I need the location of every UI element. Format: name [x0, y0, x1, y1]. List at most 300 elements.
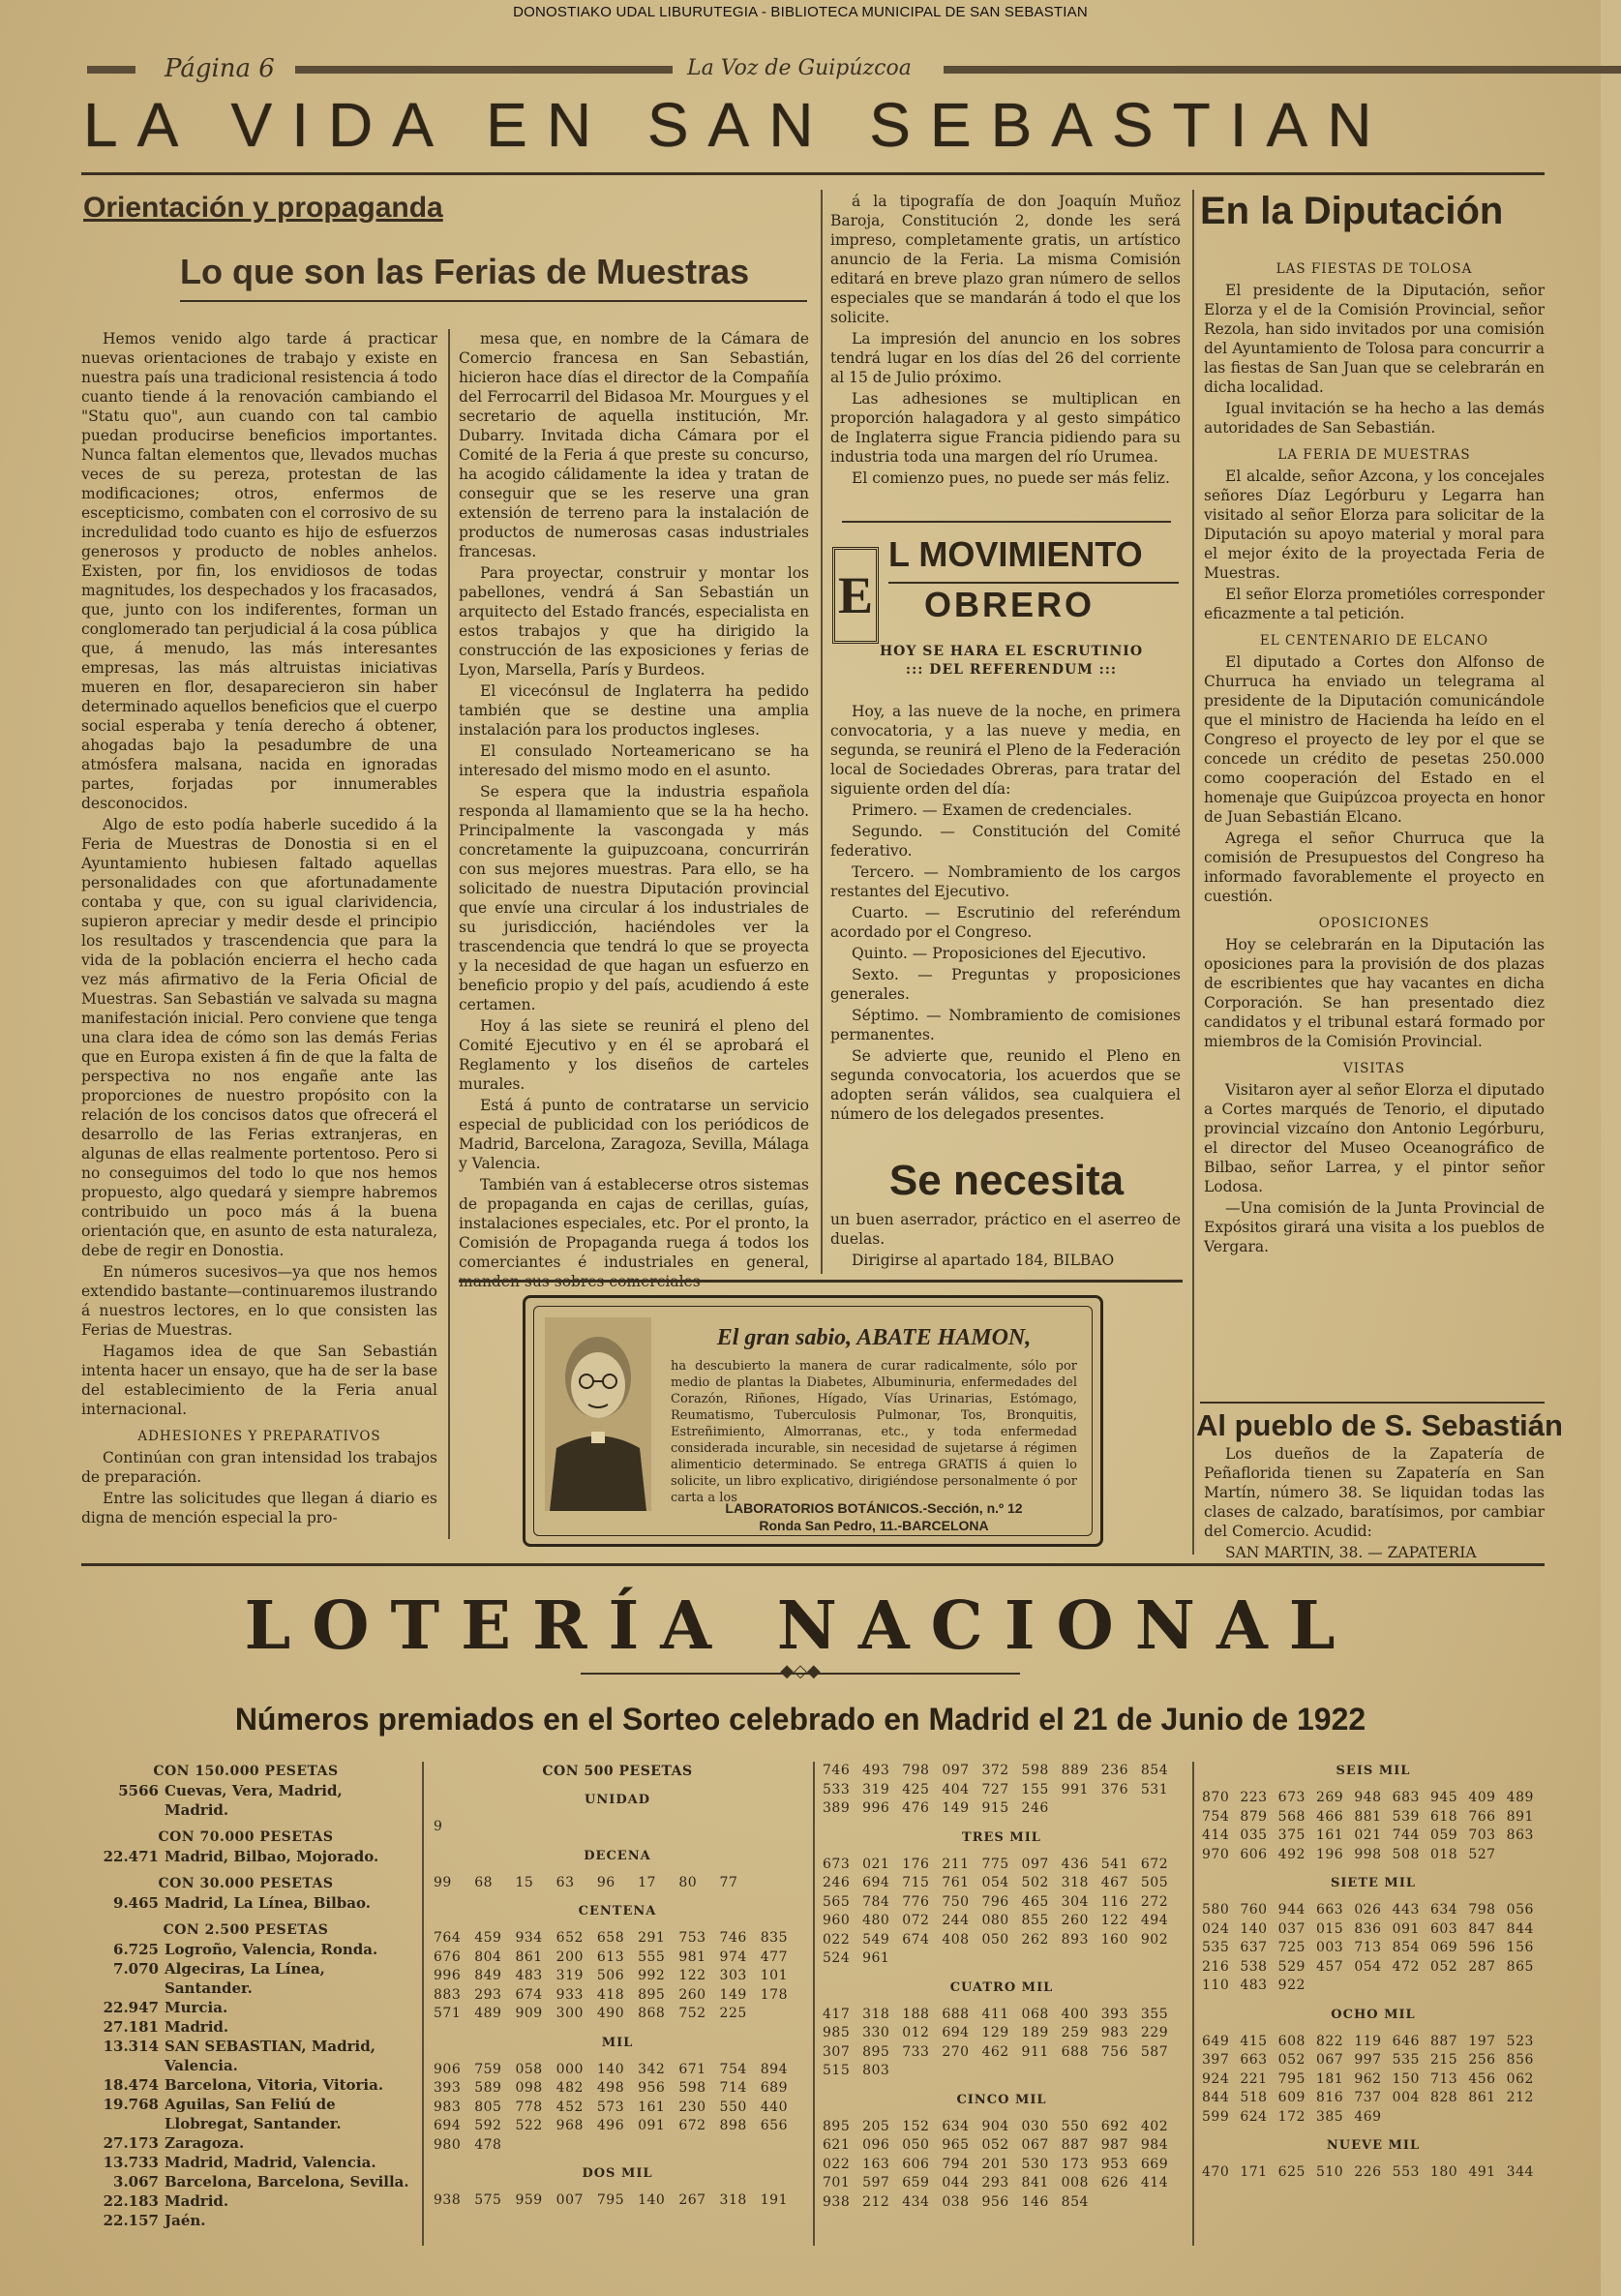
winning-number: 922 — [1277, 1978, 1306, 1993]
prize-places: Zaragoza. — [165, 2134, 245, 2152]
winning-number: 000 — [555, 2061, 584, 2077]
winning-number: 155 — [1021, 1781, 1049, 1798]
prize-places: Madrid. — [165, 2018, 229, 2036]
winning-number: 012 — [902, 2025, 930, 2040]
agenda-item: Cuarto. — Escrutinio del referéndum acordado por el Congreso. — [830, 904, 1181, 941]
paper-name: La Voz de Guipúzcoa — [687, 56, 912, 80]
movimiento-body — [830, 702, 1181, 1157]
winning-number: 021 — [1354, 1828, 1382, 1843]
prize-number: 13.733 — [103, 2154, 159, 2171]
winning-number: 956 — [981, 2193, 1009, 2210]
winning-number: 531 — [1140, 1781, 1169, 1798]
lottery-col-3 — [823, 1762, 1181, 2212]
pueblo-body — [1204, 1444, 1545, 1561]
number-group-heading: OCHO MIL — [1331, 2007, 1416, 2022]
winning-number: 062 — [1506, 2070, 1534, 2087]
winning-number: 646 — [1392, 2033, 1420, 2049]
diputacion-paragraph: El alcalde, señor Azcona, y los concejales señores Díaz Legórburu y Legarra han visitado al señor Elorza para solicitar de la Diputación su apoyo material y moral para el mejor éxito de la proyectada Feria de Muestras. — [1204, 468, 1545, 582]
number-group-heading: UNIDAD — [585, 1793, 650, 1807]
winning-number: 727 — [981, 1781, 1009, 1798]
diputacion-subhead: LAS FIESTAS DE TOLOSA — [1276, 261, 1473, 277]
prize-places: Barcelona, Barcelona, Sevilla. — [165, 2173, 409, 2190]
diputacion-paragraph: Igual invitación se ha hecho a las demás autoridades de San Sebastián. — [1204, 400, 1545, 437]
article-paragraph: á la tipografía de don Joaquín Muñoz Baroja, Constitución 2, donde les será impreso, completamente gratis, un artístico anuncio de la Feria. La misma Comisión editará en breve plazo gran número de sellos especiales que se mandarán á todo el que los solicite. — [830, 193, 1181, 326]
lottery-divider-2 — [813, 1762, 815, 2246]
winning-number: 342 — [638, 2061, 666, 2077]
winning-number: 692 — [1100, 2118, 1128, 2134]
number-group-heading: MIL — [601, 2035, 634, 2050]
prize-row — [81, 2172, 410, 2191]
diputacion-paragraph: El diputado a Cortes don Alfonso de Churruca ha enviado un telegrama al presidente de la Diputación comunicándole que el ministro de Hacienda ha leído en el Congreso el proyecto de ley por el que se concede un crédito de pesetas 250.000 como cooperación del Estado en el homenaje que Guipúzcoa proyecta en honor de Juan Sebastián Elcano. — [1204, 653, 1545, 826]
winning-number: 580 — [1202, 1902, 1230, 1918]
winning-number: 270 — [942, 2043, 970, 2060]
winning-number: 122 — [1100, 1913, 1128, 1928]
winning-number: 149 — [942, 1800, 970, 1816]
winning-number: 828 — [1429, 2090, 1458, 2105]
winning-number: 211 — [942, 1856, 970, 1872]
number-group-heading: CENTENA — [578, 1904, 657, 1918]
winning-number: 944 — [1277, 1902, 1306, 1918]
number-grid — [434, 1874, 801, 1893]
prize-number: 22.471 — [103, 1848, 159, 1865]
winning-number: 508 — [1392, 1846, 1420, 1862]
winning-number: 097 — [1021, 1856, 1049, 1872]
prize-row — [81, 1940, 410, 1959]
winning-number: 482 — [555, 2080, 584, 2096]
winning-number: 056 — [1506, 1902, 1534, 1918]
ad-title: El gran sabio, ABATE HAMON, — [716, 1325, 1032, 1350]
col-divider-1 — [448, 329, 450, 1539]
winning-number: 492 — [1277, 1846, 1306, 1862]
winning-number: 997 — [1354, 2052, 1382, 2068]
winning-number: 161 — [638, 2099, 666, 2115]
winning-number: 592 — [474, 2118, 502, 2133]
winning-number: 287 — [1468, 1958, 1496, 1975]
winning-number: 613 — [596, 1949, 625, 1965]
number-grid — [434, 2191, 801, 2211]
winning-number: 970 — [1202, 1846, 1230, 1862]
winning-number: 418 — [596, 1986, 625, 2003]
agenda-item: Séptimo. — Nombramiento de comisiones permanentes. — [830, 1007, 1181, 1043]
winning-number: 044 — [942, 2175, 970, 2190]
diputacion-subhead: EL CENTENARIO DE ELCANO — [1259, 633, 1489, 649]
winning-number: 895 — [862, 2043, 890, 2060]
winning-number: 99 — [434, 1874, 452, 1890]
winning-number: 96 — [596, 1874, 615, 1890]
number-grid — [823, 2006, 1181, 2081]
winning-number: 754 — [1202, 1808, 1230, 1825]
winning-number: 756 — [1100, 2043, 1128, 2060]
article-paragraph: El comienzo pues, no puede ser más feliz. — [852, 469, 1170, 487]
winning-number: 753 — [678, 1930, 706, 1946]
winning-number: 844 — [1506, 1920, 1534, 1937]
article-paragraph: El vicecónsul de Inglaterra ha pedido también que se destine una amplia instalación para los productos ingleses. — [459, 682, 809, 739]
prize-places: Algeciras, La Línea, Santander. — [165, 1960, 325, 1997]
movimiento-intro: Hoy, a las nueve de la noche, en primera convocatoria, y a las nueve y media, en segunda, se reunirá el Pleno de la Federación local de Sociedades Obreras, para tratar del siguiente orden del día: — [830, 703, 1181, 798]
winning-number: 752 — [678, 2006, 706, 2021]
winning-number: 091 — [1392, 1920, 1420, 1937]
winning-number: 778 — [515, 2099, 543, 2115]
winning-number: 478 — [474, 2136, 502, 2153]
winning-number: 621 — [823, 2137, 851, 2153]
article-paragraph: La impresión del anuncio en los sobres tendrá lugar en los días del 26 del corriente al 15 de Julio próximo. — [830, 330, 1181, 386]
winning-number: 172 — [1277, 2108, 1306, 2125]
page-number: Página 6 — [165, 54, 275, 83]
se-necesita-title: Se necesita — [888, 1157, 1125, 1204]
prize-number: 22.947 — [103, 1999, 159, 2016]
winning-number: 529 — [1277, 1958, 1306, 1975]
winning-number: 904 — [981, 2118, 1009, 2134]
winning-number: 805 — [474, 2099, 502, 2115]
winning-number: 598 — [678, 2080, 706, 2096]
agenda-item: Quinto. — Proposiciones del Ejecutivo. — [852, 945, 1147, 962]
number-grid — [1202, 1789, 1545, 1864]
winning-number: 962 — [1354, 2070, 1382, 2087]
winning-number: 606 — [1240, 1846, 1268, 1862]
winning-number: 608 — [1277, 2033, 1306, 2049]
winning-number: 701 — [823, 2175, 851, 2190]
winning-number: 974 — [719, 1949, 747, 1965]
winning-number: 625 — [1277, 2164, 1306, 2180]
winning-number: 024 — [1202, 1920, 1230, 1937]
winning-number: 205 — [862, 2118, 890, 2134]
winning-number: 443 — [1392, 1902, 1420, 1918]
winning-number: 68 — [474, 1874, 494, 1890]
lottery-divider-1 — [422, 1762, 424, 2246]
winning-number: 750 — [942, 1893, 970, 1910]
winning-number: 072 — [902, 1913, 930, 1928]
winning-number: 17 — [638, 1874, 656, 1890]
winning-number: 256 — [1468, 2052, 1496, 2068]
prize-places: Madrid, La Línea, Bilbao. — [165, 1894, 371, 1912]
lottery-col-2 — [434, 1762, 801, 2211]
movimiento-rule — [888, 582, 1179, 584]
number-grid — [823, 1762, 1181, 1819]
prize-places: Jaén. — [165, 2212, 206, 2229]
winning-number: 054 — [1354, 1958, 1382, 1975]
winning-number: 110 — [1202, 1978, 1230, 1993]
winning-number: 054 — [981, 1875, 1009, 1890]
winning-number: 122 — [678, 1968, 706, 1983]
prize-row — [81, 2017, 410, 2037]
winning-number: 414 — [1140, 2175, 1169, 2190]
winning-number: 402 — [1140, 2118, 1169, 2134]
winning-number: 796 — [981, 1893, 1009, 1910]
prize-places: Aguilas, San Feliú de Llobregat, Santander. — [165, 2096, 342, 2132]
winning-number: 467 — [1100, 1875, 1128, 1890]
number-group-heading: CUATRO MIL — [949, 1979, 1054, 1995]
winning-number: 160 — [1100, 1931, 1128, 1948]
article-paragraph: mesa que, en nombre de la Cámara de Comercio francesa en San Sebastián, hicieron hace días el director de la Compañía del Ferrocarril del Bidasoa Mr. Mourgues y el secretario de aquella institución, Mr. Dubarry. Invitada dicha Cámara por el Comité de la Feria á que preste su concurso, ha acogido cálidamente la idea y tratan de conseguir que se les reserve una gran extensión de terreno para la instalación de productos de numerosas casas industriales francesas. — [459, 330, 809, 560]
winning-number: 798 — [902, 1763, 930, 1778]
winning-number: 098 — [515, 2080, 543, 2096]
winning-number: 909 — [515, 2006, 543, 2021]
winning-number: 318 — [862, 2006, 890, 2022]
col-divider-3 — [1192, 190, 1194, 1555]
winning-number: 587 — [1140, 2043, 1169, 2060]
prize-number: 19.768 — [103, 2096, 159, 2113]
winning-number: 096 — [862, 2137, 890, 2153]
diputacion-subhead: OPOSICIONES — [1318, 916, 1430, 931]
archive-source-note: DONOSTIAKO UDAL LIBURUTEGIA - BIBLIOTECA MUNICIPAL DE SAN SEBASTIAN — [513, 4, 1088, 20]
winning-number: 262 — [1021, 1931, 1049, 1948]
winning-number: 260 — [678, 1986, 706, 2003]
winning-number: 549 — [862, 1931, 890, 1948]
article-paragraph: Se espera que la industria española responda al llamamiento que se la ha hecho. Principalmente la vascongada y más concretamente la guipuzcoana, concurrirán con sus mejores muestras. Para ello, se ha solicitado de nuestra Diputación provincial que envíe una circular á los industriales de su jurisdicción, haciéndoles ver la trascendencia que tendrá lo que se proyecta y la necesidad de que hagan un esfuerzo en beneficio propio y del país, acudiendo á este certamen. — [459, 783, 809, 1013]
winning-number: 465 — [1021, 1893, 1049, 1910]
spacer — [81, 1913, 410, 1920]
winning-number: 669 — [1140, 2156, 1169, 2172]
winning-number: 015 — [1315, 1920, 1344, 1937]
winning-number: 050 — [981, 1931, 1009, 1948]
prize-number: 22.157 — [103, 2212, 159, 2229]
winning-number: 022 — [823, 2156, 851, 2172]
winning-number: 599 — [1202, 2108, 1230, 2125]
article-paragraph: Hagamos idea de que San Sebastián intenta hacer un ensayo, que ha de ser la base del establecimiento de la Feria anual internacional. — [81, 1343, 437, 1418]
winning-number: 496 — [596, 2118, 625, 2133]
winning-number: 462 — [981, 2043, 1009, 2060]
winning-number: 959 — [515, 2192, 543, 2208]
abate-portrait-image — [545, 1317, 651, 1511]
winning-number: 030 — [1021, 2118, 1049, 2134]
prize-row — [81, 1893, 410, 1913]
winning-number: 052 — [1429, 1958, 1458, 1975]
pueblo-rule — [1200, 1402, 1545, 1404]
winning-number: 318 — [1061, 1875, 1089, 1890]
winning-number: 945 — [1429, 1790, 1458, 1805]
winning-number: 870 — [1202, 1790, 1230, 1805]
ad-abate-hamon — [523, 1295, 1103, 1547]
winning-number: 052 — [981, 2137, 1009, 2153]
winning-number: 440 — [760, 2099, 788, 2115]
winning-number: 766 — [1468, 1808, 1496, 1825]
winning-number: 63 — [555, 1874, 575, 1890]
winning-number: 906 — [434, 2061, 462, 2077]
winning-number: 15 — [515, 1874, 534, 1890]
winning-number: 409 — [1468, 1790, 1496, 1805]
prize-number: 6.725 — [113, 1941, 159, 1958]
winning-number: 659 — [902, 2175, 930, 2190]
rule-mid-left — [295, 66, 673, 74]
winning-number: 715 — [902, 1875, 930, 1890]
prize-places: Barcelona, Vitoria, Vitoria. — [165, 2076, 384, 2094]
winning-number: 550 — [1061, 2118, 1089, 2134]
diputacion-paragraph: El presidente de la Diputación, señor Elorza y el de la Comisión Provincial, señor Rezola, han sido invitados por una comisión del Ayuntamiento de Tolosa para concurrir a las fiestas de San Juan que se celebrarán en dicha localidad. — [1204, 282, 1545, 396]
winning-number: 634 — [942, 2118, 970, 2134]
winning-number: 991 — [1061, 1781, 1089, 1798]
number-group-heading: CINCO MIL — [956, 2092, 1047, 2107]
prize-places: Murcia. — [165, 1999, 228, 2016]
prize-places: Madrid, Madrid, Valencia. — [165, 2154, 376, 2171]
winning-number: 059 — [1429, 1828, 1458, 1843]
spacer — [81, 2230, 410, 2238]
winning-number: 291 — [638, 1930, 666, 1946]
winning-number: 490 — [596, 2006, 625, 2021]
pueblo-text: Los dueños de la Zapatería de Peñaflorida tienen su Zapatería en San Martín, número 38. Se liquidan todas las clases de calzado, baratísimos, por cambiar del Comercio. Acudid: — [1204, 1445, 1545, 1540]
prize-places: Logroño, Valencia, Ronda. — [165, 1941, 378, 1958]
winning-number: 480 — [862, 1913, 890, 1928]
winning-number: 300 — [555, 2006, 584, 2021]
movimiento-subhead — [842, 643, 1181, 680]
winning-number: 938 — [823, 2193, 851, 2210]
winning-number: 494 — [1140, 1913, 1169, 1928]
prize-row — [81, 2095, 410, 2133]
section-rule-movimiento — [842, 521, 1171, 523]
winning-number: 674 — [902, 1931, 930, 1948]
prize-tier-heading: CON 30.000 PESETAS — [158, 1876, 334, 1891]
prize-row — [81, 2153, 410, 2172]
diputacion-subhead: VISITAS — [1343, 1061, 1405, 1076]
winning-number: 968 — [555, 2118, 584, 2133]
number-grid — [434, 1929, 801, 2024]
winning-number: 067 — [1315, 2052, 1344, 2068]
ad-footer — [671, 1499, 1077, 1534]
running-head — [87, 56, 1539, 81]
rule-right — [944, 66, 1621, 74]
winning-number: 703 — [1468, 1828, 1496, 1843]
winning-number: 004 — [1392, 2090, 1420, 2105]
winning-number: 152 — [902, 2118, 930, 2134]
winning-number: 938 — [434, 2192, 462, 2208]
winning-number: 477 — [760, 1949, 788, 1965]
winning-number: 960 — [823, 1913, 851, 1928]
winning-number: 881 — [1354, 1808, 1382, 1825]
article-paragraph: Para proyectar, construir y montar los pabellones, vendrá á San Sebastián un arquitecto del Estado francés, especialista en estos trabajos y que ha dirigido la construcción de las exposiciones y ferias de Lyon, Marsella, París y Burdeos. — [459, 564, 809, 679]
winning-number: 505 — [1140, 1875, 1169, 1890]
winning-number: 181 — [1315, 2070, 1344, 2087]
winning-number: 470 — [1202, 2164, 1230, 2180]
winning-number: 822 — [1315, 2033, 1344, 2049]
agenda-item: Tercero. — Nombramiento de los cargos restantes del Ejecutivo. — [830, 863, 1181, 900]
winning-number: 535 — [1392, 2052, 1420, 2068]
winning-number: 624 — [1240, 2108, 1268, 2125]
winning-number: 244 — [942, 1913, 970, 1928]
winning-number: 436 — [1061, 1856, 1089, 1872]
winning-number: 626 — [1100, 2175, 1128, 2190]
winning-number: 201 — [981, 2156, 1009, 2172]
winning-number: 307 — [823, 2043, 851, 2060]
winning-number: 714 — [719, 2080, 747, 2096]
article-paragraph: En números sucesivos—ya que nos hemos extendido bastante—continuaremos ilustrando á nuestros lectores, en lo que consisten las Ferias de Muestras. — [81, 1263, 437, 1339]
winning-number: 156 — [1506, 1940, 1534, 1955]
winning-number: 225 — [719, 2006, 747, 2021]
number-group-heading: NUEVE MIL — [1326, 2138, 1421, 2153]
winning-number: 068 — [1021, 2006, 1049, 2022]
winning-number: 863 — [1506, 1828, 1534, 1843]
agenda-item: Sexto. — Preguntas y proposiciones generales. — [830, 966, 1181, 1003]
winning-number: 372 — [981, 1763, 1009, 1778]
winning-number: 893 — [1061, 1931, 1089, 1948]
winning-number: 067 — [1021, 2137, 1049, 2153]
winning-number: 459 — [474, 1930, 502, 1946]
col-divider-2 — [821, 190, 823, 1274]
winning-number: 746 — [823, 1763, 851, 1778]
winning-number: 688 — [1061, 2043, 1089, 2060]
winning-number: 676 — [434, 1949, 462, 1965]
winning-number: 841 — [1021, 2175, 1049, 2190]
winning-number: 844 — [1202, 2090, 1230, 2105]
winning-number: 163 — [862, 2156, 890, 2172]
winning-number: 434 — [902, 2193, 930, 2210]
prize-row — [81, 1998, 410, 2017]
winning-number: 898 — [719, 2118, 747, 2133]
winning-number: 400 — [1061, 2006, 1089, 2022]
article-paragraph: Hemos venido algo tarde á practicar nuevas orientaciones de trabajo y existe en nuestra país una tradicional resistencia á todo cuanto tiende á la renovación cambiando el "Statu quo", aun cuando con tal cambio puedan producirse beneficios importantes. Nunca faltan elementos que, llevados muchas veces de su pereza, protestan de las modificaciones; otros, enfermos de escepticismo, combaten con el corrosivo de su incredulidad todo cuanto es hijo de esfuerzos generosos y producto de nobles anhelos. Existen, por fin, los envidiosos de todas magnitudes, los despechados y los fracasados, que, junto con los indiferentes, forman un conglomerado tan perjudicial á la cosa pública que, á menudo, las más interesantes empresas, las más altruistas iniciativas mueren en flor, desaparecieron sin haber determinado aquellos beneficios que el cuerpo social esperaba y tenía derecho á obtener, ahogadas bajo la pesadumbre de una atmósfera malsana, nacida en ignoradas partes, forjadas por innumerables desconocidos. — [81, 330, 437, 812]
prize-row — [81, 2211, 410, 2230]
prize-tier-heading: CON 2.500 PESETAS — [163, 1922, 329, 1938]
winning-number: 856 — [1506, 2052, 1534, 2068]
winning-number: 571 — [434, 2006, 462, 2021]
winning-number: 649 — [1202, 2033, 1230, 2049]
number-group-heading: SIETE MIL — [1330, 1876, 1417, 1890]
ad-text: ha descubierto la manera de curar radicalmente, sólo por medio de plantas la Diabetes, Albuminuria, enfermedades del Corazón, Riñones, Hígado, Vías Urinarias, Estómago, Reumatismo, Tuberculosis Pulmonar, Tos, Bronquitis, Estreñimiento, Almorranas, etc., y toda enfermedad considerada incurable, sin necesidad de sujetarse á régimen alimenticio determinado. Se entrega GRATIS á quien lo solicite, un libro explicativo, dirigiéndose personalmente ó por carta a los — [671, 1359, 1077, 1505]
loteria-subtitle: Números premiados en el Sorteo celebrado en Madrid el 21 de Junio de 1922 — [234, 1702, 1366, 1737]
ad-footer-lab: LABORATORIOS BOTÁNICOS.-Sección, n.º 12 — [725, 1500, 1023, 1516]
winning-number: 008 — [1061, 2175, 1089, 2190]
winning-number: 318 — [719, 2192, 747, 2208]
spacer — [81, 1866, 410, 1874]
winning-number: 101 — [760, 1968, 788, 1983]
prize-number: 18.474 — [103, 2076, 159, 2094]
winning-number: 746 — [719, 1930, 747, 1946]
winning-number: 425 — [902, 1781, 930, 1798]
winning-number: 515 — [823, 2063, 851, 2078]
winning-number: 673 — [823, 1856, 851, 1872]
winning-number: 663 — [1240, 2052, 1268, 2068]
winning-number: 760 — [1240, 1902, 1268, 1918]
pueblo-title: Al pueblo de S. Sebastián — [1196, 1408, 1563, 1442]
article-paragraph: Entre las solicitudes que llegan á diario es digna de mención especial la pro- — [81, 1490, 437, 1526]
winning-number: 452 — [555, 2099, 584, 2115]
winning-number: 637 — [1240, 1940, 1268, 1955]
article-paragraph: Continúan con gran intensidad los trabajos de preparación. — [81, 1449, 437, 1486]
winning-number: 226 — [1354, 2164, 1382, 2180]
winning-number: 003 — [1315, 1940, 1344, 1955]
winning-number: 948 — [1354, 1790, 1382, 1805]
winning-number: 744 — [1392, 1828, 1420, 1843]
lottery-col-4 — [1202, 1762, 1545, 2183]
winning-number: 983 — [1100, 2025, 1128, 2040]
winning-number: 795 — [596, 2192, 625, 2208]
winning-number: 229 — [1140, 2025, 1169, 2040]
article-paragraph: Algo de esto podía haberle sucedido á la Feria de Muestras de Donostia si en el Ayuntamiento hubiesen faltado aquellas personalidades con que afortunadamente contaba y que, con su igual clarividencia, supieron apreciar y medir desde el principio los resultados y trascendencia que para la vida de la población encierra el hecho cada vez más afirmativo de la Feria Oficial de Muestras. San Sebastián ve salvada su magna manifestación inicial. Pero conviene que tenga una clara idea de cómo son las demás Ferias que en Europa existen á fin de que la falta de perspectiva no nos engañe ante las proporciones de nuestro propósito con la relación de los concisos datos que ofrecerá el desarrollo de las Ferias extranjeras, en algunas de ellas realmente portentoso. Pero si no conseguimos del todo lo que nos hemos propuesto, algo quedará y siempre habremos contribuido un poco más á la buena orientación que, en asunto de esta naturaleza, debe de regir en Donostia. — [81, 816, 437, 1259]
winning-number: 836 — [1354, 1920, 1382, 1937]
winning-number: 140 — [596, 2061, 625, 2077]
winning-number: 502 — [1021, 1875, 1049, 1890]
winning-number: 404 — [942, 1781, 970, 1798]
winning-number: 522 — [515, 2118, 543, 2133]
winning-number: 980 — [434, 2136, 462, 2153]
winning-number: 272 — [1140, 1893, 1169, 1910]
winning-number: 981 — [678, 1949, 706, 1965]
masthead-rule — [81, 172, 1545, 175]
winning-number: 887 — [1429, 2033, 1458, 2049]
winning-number: 835 — [760, 1930, 788, 1946]
ad-top-rule — [459, 1280, 1183, 1283]
winning-number: 713 — [1429, 2070, 1458, 2087]
winning-number: 376 — [1100, 1781, 1128, 1798]
winning-number: 618 — [1429, 1808, 1458, 1825]
winning-number: 568 — [1277, 1808, 1306, 1825]
winning-number: 527 — [1468, 1846, 1496, 1862]
winning-number: 489 — [1506, 1790, 1534, 1805]
winning-number: 956 — [638, 2080, 666, 2096]
winning-number: 689 — [760, 2080, 788, 2096]
winning-number: 022 — [823, 1931, 851, 1948]
prize-number: 22.183 — [103, 2192, 159, 2210]
winning-number: 663 — [1315, 1902, 1344, 1918]
winning-number: 879 — [1240, 1808, 1268, 1825]
